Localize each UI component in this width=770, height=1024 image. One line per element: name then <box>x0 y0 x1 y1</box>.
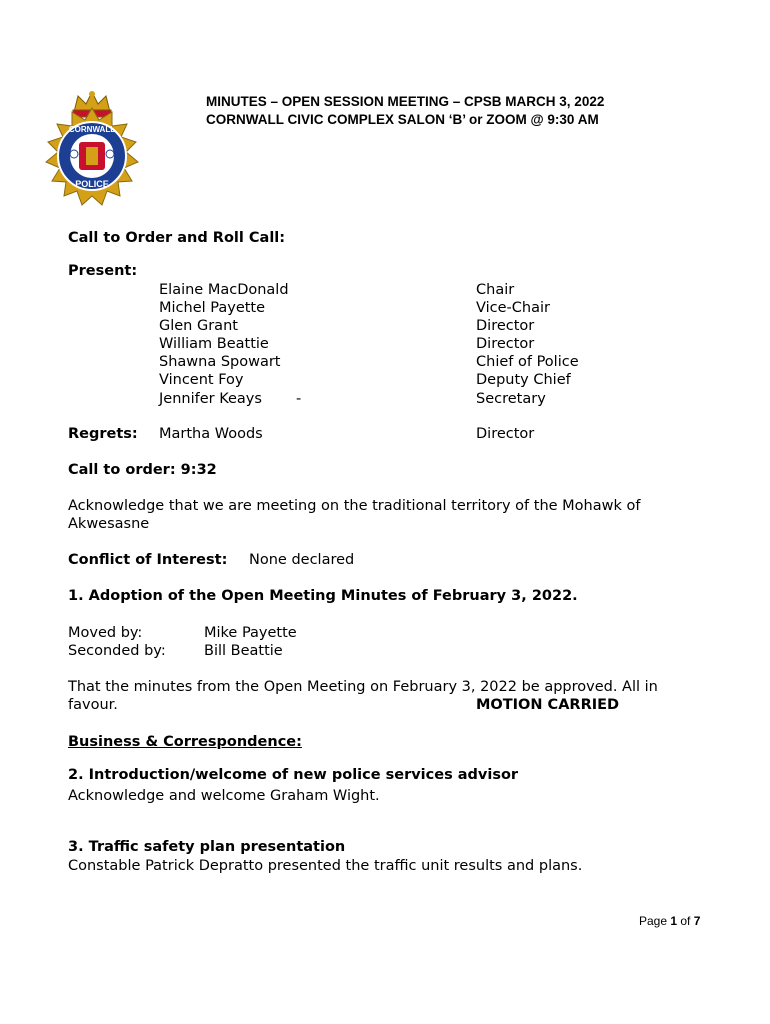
item-3-heading: 3. Traffic safety plan presentation <box>68 839 346 855</box>
item-2-heading: 2. Introduction/welcome of new police services advisor <box>68 767 519 783</box>
document-title-line-1: MINUTES – OPEN SESSION MEETING – CPSB MARCH 3, 2022 <box>206 94 605 109</box>
regrets-role: Director <box>476 426 535 442</box>
attendee-name: Michel Payette <box>159 300 266 316</box>
page-total: 7 <box>693 914 701 928</box>
attendee-role: Secretary <box>476 391 546 407</box>
attendee-name: Shawna Spowart <box>159 354 281 370</box>
logo-top-text: CORNWALL <box>68 125 116 134</box>
attendee-role: Chief of Police <box>476 354 579 370</box>
attendee-role: Vice-Chair <box>476 300 550 316</box>
logo-bottom-text: POLICE <box>75 179 109 189</box>
page-current: 1 <box>670 914 678 928</box>
call-to-order: Call to order: 9:32 <box>68 462 217 478</box>
item-1-heading: 1. Adoption of the Open Meeting Minutes of February 3, 2022. <box>68 588 578 604</box>
attendee-name: Jennifer Keays <box>159 391 262 407</box>
moved-by-value: Mike Payette <box>204 625 297 641</box>
page-number <box>639 914 700 928</box>
attendee-dash: - <box>296 391 302 407</box>
item-3-text: Constable Patrick Depratto presented the traffic unit results and plans. <box>68 858 583 874</box>
acknowledgement-line-1: Acknowledge that we are meeting on the traditional territory of the Mohawk of <box>68 498 641 514</box>
motion-carried: MOTION CARRIED <box>476 697 620 713</box>
item-1-text-line-2: favour. <box>68 697 118 713</box>
conflict-value: None declared <box>249 552 355 568</box>
attendee-name: Elaine MacDonald <box>159 282 289 298</box>
present-label: Present: <box>68 263 138 279</box>
attendee-role: Chair <box>476 282 515 298</box>
roll-call-heading: Call to Order and Roll Call: <box>68 230 286 246</box>
page-prefix: Page <box>639 914 671 928</box>
document-title-line-2: CORNWALL CIVIC COMPLEX SALON ‘B’ or ZOOM @ 9:30 AM <box>206 112 599 127</box>
seconded-by-label: Seconded by: <box>68 643 166 659</box>
moved-by-label: Moved by: <box>68 625 143 641</box>
attendee-name: Vincent Foy <box>159 372 244 388</box>
conflict-label: Conflict of Interest: <box>68 552 228 568</box>
cornwall-police-badge-logo <box>42 90 142 210</box>
attendee-role: Director <box>476 336 535 352</box>
regrets-label: Regrets: <box>68 426 138 442</box>
business-heading: Business & Correspondence: <box>68 734 302 750</box>
acknowledgement-line-2: Akwesasne <box>68 516 150 532</box>
page-of: of <box>677 914 694 928</box>
attendee-name: Glen Grant <box>159 318 238 334</box>
item-1-text-line-1: That the minutes from the Open Meeting on February 3, 2022 be approved. All in <box>68 679 658 695</box>
attendee-name: William Beattie <box>159 336 269 352</box>
regrets-name: Martha Woods <box>159 426 263 442</box>
attendee-role: Director <box>476 318 535 334</box>
attendee-role: Deputy Chief <box>476 372 571 388</box>
item-2-text: Acknowledge and welcome Graham Wight. <box>68 788 380 804</box>
seconded-by-value: Bill Beattie <box>204 643 283 659</box>
